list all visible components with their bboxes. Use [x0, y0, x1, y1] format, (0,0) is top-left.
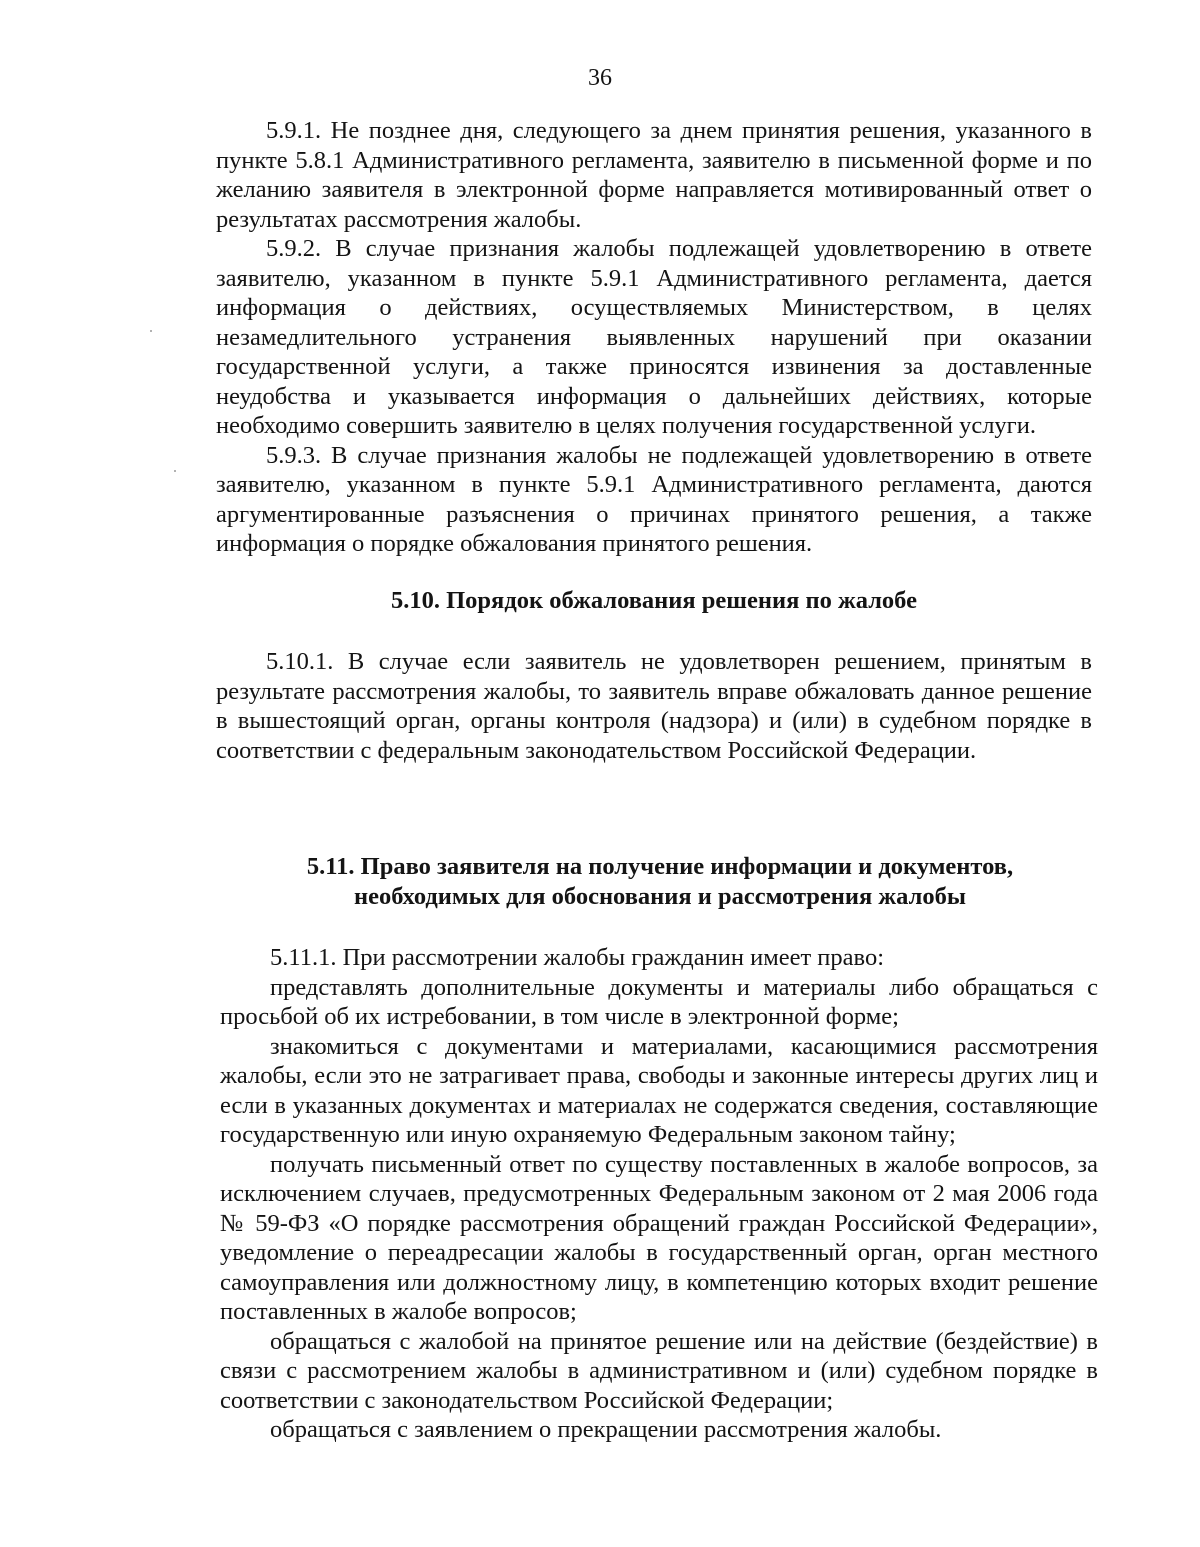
- page-number: 36: [588, 65, 612, 91]
- section-5-10-heading: 5.10. Порядок обжалования решения по жалобе: [391, 587, 917, 614]
- scan-speck: [174, 470, 176, 472]
- section-5-11: [220, 943, 1098, 1445]
- paragraph-right-review-materials: знакомиться с документами и материалами, касающимися рассмотрения жалобы, если это не затрагивает права, свободы и законные интересы других лиц и если в указанных документах и материалах не содержатся сведения, составляющие государственную или иную охраняемую Федеральным законом тайну;: [220, 1032, 1098, 1148]
- paragraph-right-appeal-decision: обращаться с жалобой на принятое решение или на действие (бездействие) в связи с рассмотрением жалобы в административном и (или) судебном порядке в соответствии с законодательством Российской Федерации;: [220, 1327, 1098, 1414]
- section-5-11-heading-line1: 5.11. Право заявителя на получение информации и документов,: [306, 853, 1014, 880]
- section-5-10: [216, 647, 1092, 765]
- scan-speck: [150, 330, 152, 332]
- paragraph-right-submit-documents: представлять дополнительные документы и материалы либо обращаться с просьбой об их истребовании, в том числе в электронной форме;: [220, 973, 1098, 1030]
- paragraph-right-withdraw-complaint: обращаться с заявлением о прекращении рассмотрения жалобы.: [270, 1416, 942, 1443]
- paragraph-5-11-1: 5.11.1. При рассмотрении жалобы гражданин имеет право:: [270, 944, 884, 971]
- section-5-11-heading-line2: необходимых для обоснования и рассмотрения жалобы: [354, 883, 966, 910]
- section-5-11-heading: [230, 852, 1090, 912]
- paragraph-5-10-1: 5.10.1. В случае если заявитель не удовлетворен решением, принятым в результате рассмотрения жалобы, то заявитель вправе обжаловать данное решение в вышестоящий орган, органы контроля (надзора) и (или) в судебном порядке в соответствии с федеральным законодательством Российской Федерации.: [216, 648, 1092, 764]
- section-5-9: [216, 116, 1092, 559]
- paragraph-right-written-answer: получать письменный ответ по существу поставленных в жалобе вопросов, за исключением случаев, предусмотренных Федеральным законом от 2 мая 2006 года № 59-ФЗ «О порядке рассмотрения обращений граждан Российской Федерации», уведомление о переадресации жалобы в государственный орган, орган местного самоуправления или должностному лицу, в компетенцию которых входит решение поставленных в жалобе вопросов;: [220, 1150, 1098, 1325]
- paragraph-5-9-3: 5.9.3. В случае признания жалобы не подлежащей удовлетворению в ответе заявителю, указанном в пункте 5.9.1 Административного регламента, даются аргументированные разъяснения о причинах принятого решения, а также информация о порядке обжалования принятого решения.: [216, 441, 1092, 557]
- paragraph-5-9-1: 5.9.1. Не позднее дня, следующего за днем принятия решения, указанного в пункте 5.8.1 Административного регламента, заявителю в письменной форме и по желанию заявителя в электронной форме направляется мотивированный ответ о результатах рассмотрения жалобы.: [216, 117, 1092, 233]
- paragraph-5-9-2: 5.9.2. В случае признания жалобы подлежащей удовлетворению в ответе заявителю, указанном в пункте 5.9.1 Административного регламента, дается информация о действиях, осуществляемых Министерством, в целях незамедлительного устранения выявленных нарушений при оказании государственной услуги, а также приносятся извинения за доставленные неудобства и указывается информация о дальнейших действиях, которые необходимо совершить заявителю в целях получения государственной услуги.: [216, 235, 1092, 439]
